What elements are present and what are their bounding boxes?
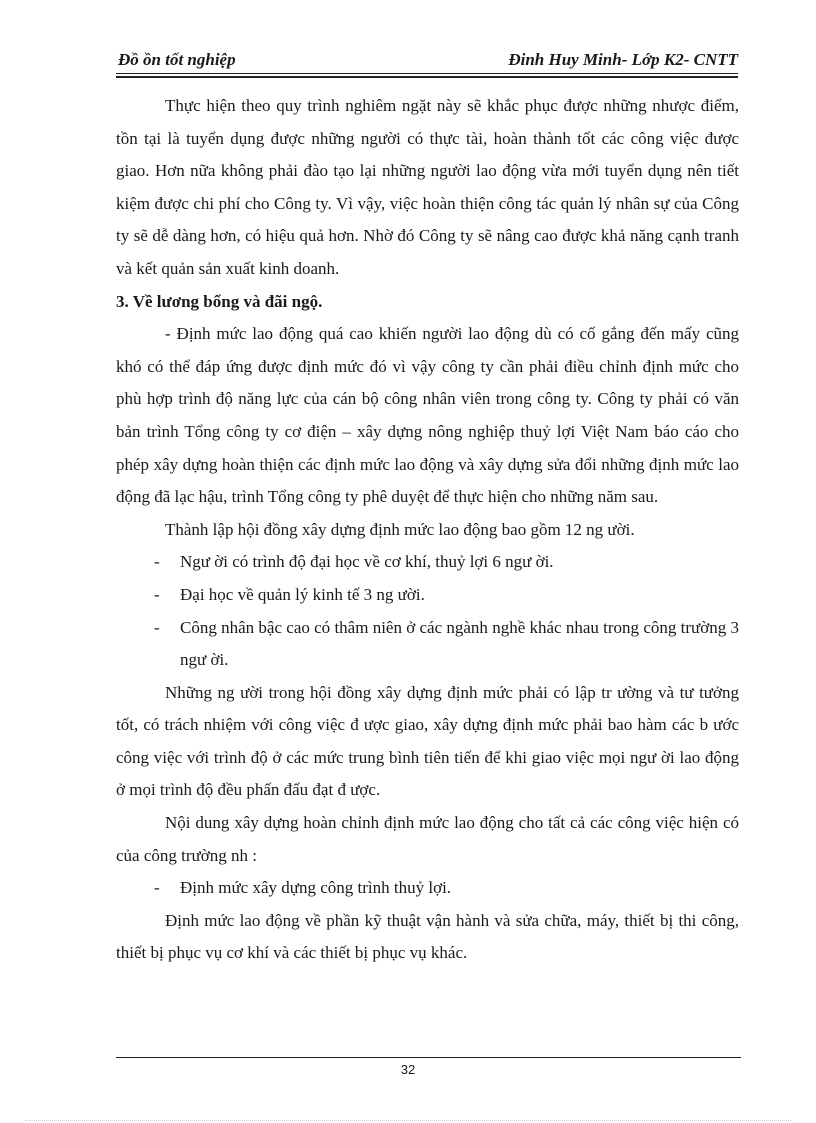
paragraph-5: Nội dung xây dựng hoàn chỉnh định mức lao động cho tất cả các công việc hiện có của công trường nh :	[116, 813, 739, 865]
list-item-text: Định mức xây dựng công trình thuỷ lợi.	[180, 878, 452, 898]
list-item	[116, 612, 739, 677]
list-item-text: Ngư ời có trình độ đại học về cơ khí, thuỷ lợi 6 ngư ời.	[180, 552, 554, 572]
list-item-text: Đại học về quản lý kinh tế 3 ng ười.	[180, 584, 425, 604]
list-item	[116, 872, 739, 905]
header-right-author: Đinh Huy Minh- Lớp K2- CNTT	[508, 50, 738, 69]
paragraph-1: Thực hiện theo quy trình nghiêm ngặt này sẽ khắc phục được những nhược điểm, tồn tại là tuyển dụng được những người có thực tài, hoàn thành tốt các công việc được giao. Hơn nữa không phải đào tạo lại những người lao động vừa mới tuyển dụng nên tiết kiệm được chi phí cho Công ty. Vì vậy, việc hoàn thiện công tác quản lý nhân sự của Công ty sẽ dễ dàng hơn, có hiệu quả hơn. Nhờ đó Công ty sẽ nâng cao được khả năng cạnh tranh và kết quản sản xuất kinh doanh.	[116, 96, 739, 278]
paragraph-6: Định mức lao động về phần kỹ thuật vận hành và sửa chữa, máy, thiết bị thi công, thiết bị phục vụ cơ khí và các thiết bị phục vụ khác.	[116, 910, 739, 963]
paragraph-4: Những ng ười trong hội đồng xây dựng định mức phải có lập tr ường và tư tưởng tốt, có trách nhiệm với công việc đ ược giao, xây dựng định mức phải bao hàm các b ước công việc với trình độ ở các mức trung bình tiên tiến để khi giao việc mọi ngư ời lao động ở mọi trình độ đều phấn đấu đạt đ ược.	[116, 682, 739, 800]
section-heading: 3. Về lương bổng và đãi ngộ.	[116, 291, 323, 311]
list-item-text: Công nhân bậc cao có thâm niên ở các ngành nghề khác nhau trong công trường 3 ngư ời.	[180, 617, 739, 670]
header-left-title: Đồ ồn tốt nghiệp	[118, 50, 236, 69]
footer-rule	[116, 1057, 741, 1058]
bullet-dash: -	[154, 878, 160, 898]
header-rule-thick	[116, 76, 738, 78]
page-number: 32	[400, 1062, 416, 1077]
list-item	[116, 546, 739, 579]
bullet-dash: -	[154, 552, 160, 572]
page-header	[116, 50, 738, 72]
page-body	[116, 90, 739, 970]
paragraph-3: Thành lập hội đồng xây dựng định mức lao động bao gồm 12 ng ười.	[165, 519, 635, 539]
header-rule	[116, 73, 738, 74]
bullet-dash: -	[154, 617, 160, 637]
list-item	[116, 579, 739, 612]
paragraph-2: - Định mức lao động quá cao khiến người lao động dù có cố gắng đến mấy cũng khó có thể đáp ứng được định mức đó vì vậy công ty cần phải điều chỉnh định mức cho phù hợp trình độ năng lực của cán bộ công nhân viên trong công ty. Công ty phải có văn bản trình Tổng công ty cơ điện – xây dựng nông nghiệp thuỷ lợi Việt Nam báo cáo cho phép xây dựng hoàn thiện các định mức lao động và xây dựng sửa đổi những định mức lao động đã lạc hậu, trình Tổng công ty phê duyệt để thực hiện cho những năm sau.	[116, 324, 739, 507]
bullet-dash: -	[154, 584, 160, 604]
page-edge-dots	[25, 1120, 791, 1121]
